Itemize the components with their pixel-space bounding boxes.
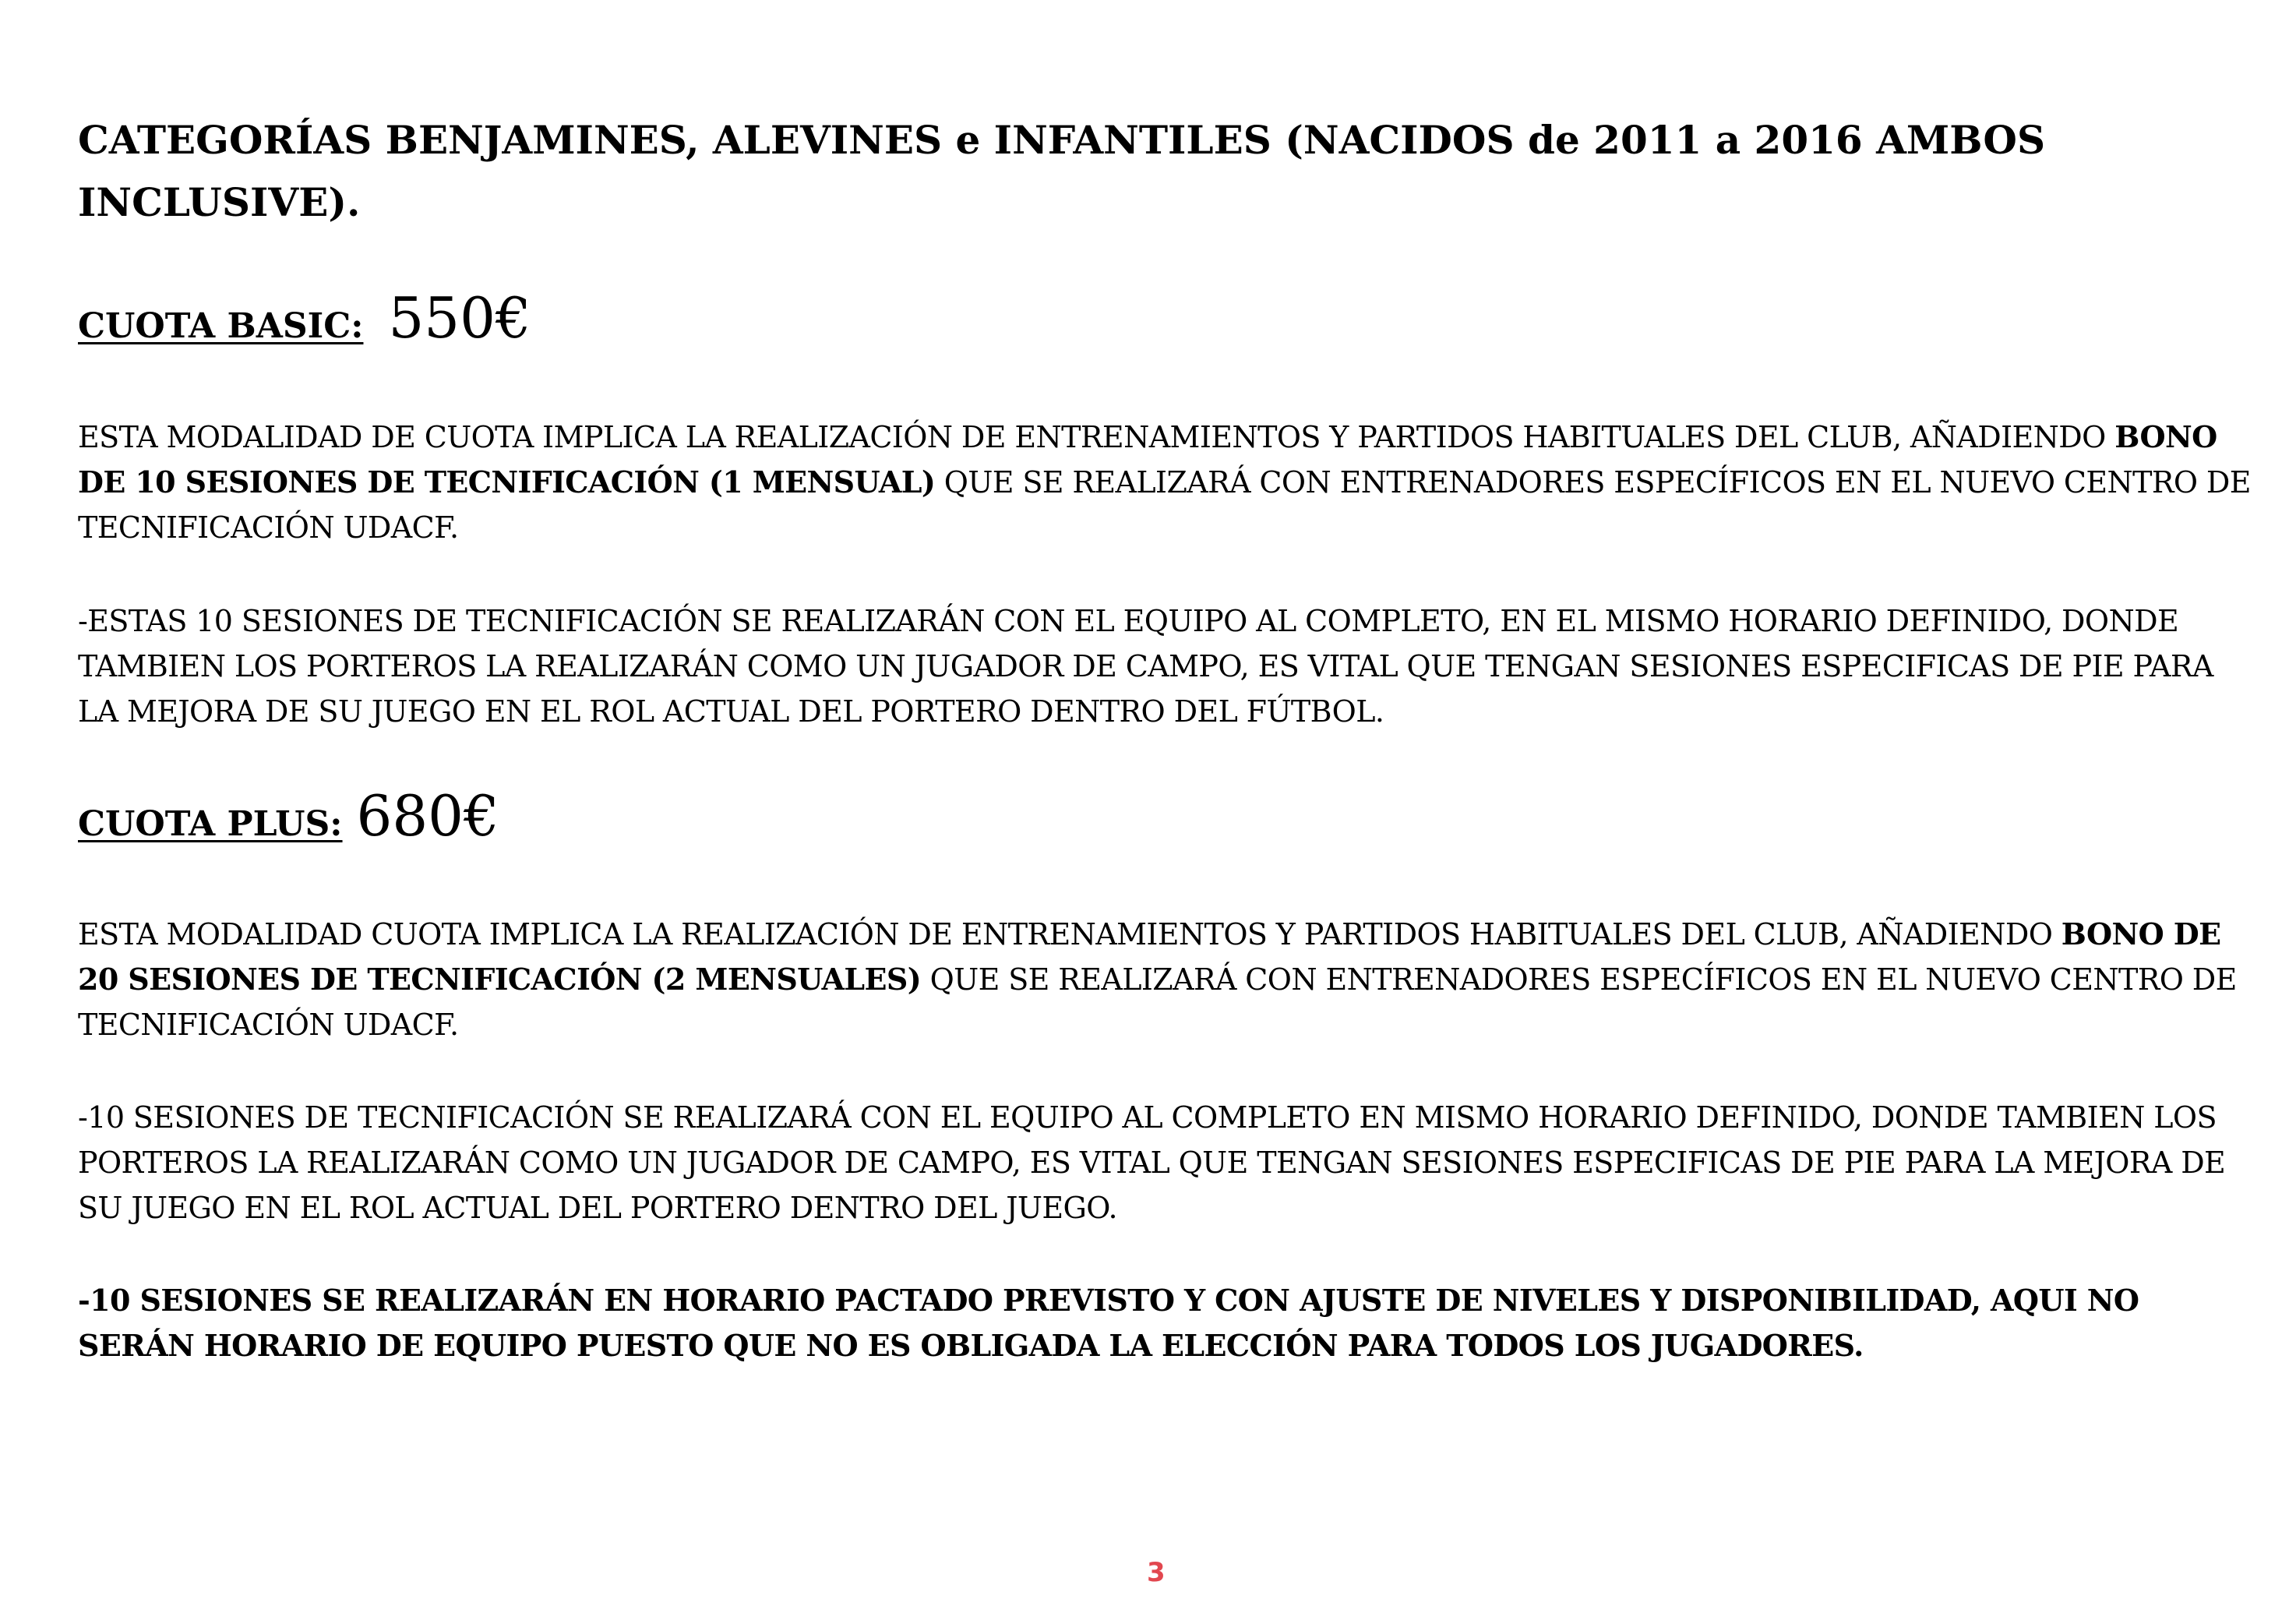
cuota-plus-note-1: [78, 1095, 2252, 1230]
cuota-plus-description: [78, 912, 2252, 1047]
cuota-plus-label: CUOTA PLUS:: [78, 804, 343, 844]
plus-description-text-before: ESTA MODALIDAD CUOTA IMPLICA LA REALIZACIÓN DE ENTRENAMIENTOS Y PARTIDOS HABITUALES DEL CLUB, AÑADIENDO: [78, 917, 2061, 951]
basic-description-text-before: ESTA MODALIDAD DE CUOTA IMPLICA LA REALIZACIÓN DE ENTRENAMIENTOS Y PARTIDOS HABITUALES DEL CLUB, AÑADIENDO: [78, 420, 2115, 454]
basic-note-text: -ESTAS 10 SESIONES DE TECNIFICACIÓN SE REALIZARÁN CON EL EQUIPO AL COMPLETO, EN EL MISMO HORARIO DEFINIDO, DONDE TAMBIEN LOS PORTEROS LA REALIZARÁN COMO UN JUGADOR DE CAMPO, ES VITAL QUE TENGAN SESIONES ESPECIFICAS DE PIE PARA LA MEJORA DE SU JUEGO EN EL ROL ACTUAL DEL PORTERO DENTRO DEL FÚTBOL.: [78, 604, 2213, 729]
cuota-basic-label: CUOTA BASIC:: [78, 306, 364, 346]
cuota-plus-price: 680€: [356, 783, 499, 849]
cuota-basic-description: [78, 415, 2252, 550]
page-heading: [78, 109, 2181, 234]
cuota-basic-price: 550€: [388, 285, 531, 351]
cuota-basic-note: [78, 598, 2252, 734]
plus-description-text-after: QUE SE REALIZARÁ CON ENTRENADORES ESPECÍFICOS EN EL NUEVO CENTRO DE TECNIFICACIÓN UDACF.: [78, 962, 2237, 1042]
cuota-plus-header: [78, 783, 499, 849]
basic-description-bold: BONO DE 10 SESIONES DE TECNIFICACIÓN (1 MENSUAL): [78, 419, 2217, 500]
cuota-basic-header: [78, 285, 531, 351]
page-number: 3: [1147, 1557, 1166, 1588]
heading-line-2: INCLUSIVE).: [78, 179, 361, 225]
cuota-plus-note-2: [78, 1278, 2252, 1368]
plus-note-2-text: -10 SESIONES SE REALIZARÁN EN HORARIO PACTADO PREVISTO Y CON AJUSTE DE NIVELES Y DISPONIBILIDAD, AQUI NO SERÁN HORARIO DE EQUIPO PUESTO QUE NO ES OBLIGADA LA ELECCIÓN PARA TODOS LOS JUGADORES.: [78, 1283, 2139, 1363]
basic-description-text-after: QUE SE REALIZARÁ CON ENTRENADORES ESPECÍFICOS EN EL NUEVO CENTRO DE TECNIFICACIÓN UDACF.: [78, 465, 2251, 545]
plus-note-1-text: -10 SESIONES DE TECNIFICACIÓN SE REALIZARÁ CON EL EQUIPO AL COMPLETO EN MISMO HORARIO DEFINIDO, DONDE TAMBIEN LOS PORTEROS LA REALIZARÁN COMO UN JUGADOR DE CAMPO, ES VITAL QUE TENGAN SESIONES ESPECIFICAS DE PIE PARA LA MEJORA DE SU JUEGO EN EL ROL ACTUAL DEL PORTERO DENTRO DEL JUEGO.: [78, 1100, 2226, 1225]
heading-line-1: CATEGORÍAS BENJAMINES, ALEVINES e INFANTILES (NACIDOS de 2011 a 2016 AMBOS: [78, 117, 2046, 163]
plus-description-bold: BONO DE 20 SESIONES DE TECNIFICACIÓN (2 MENSUALES): [78, 916, 2221, 997]
